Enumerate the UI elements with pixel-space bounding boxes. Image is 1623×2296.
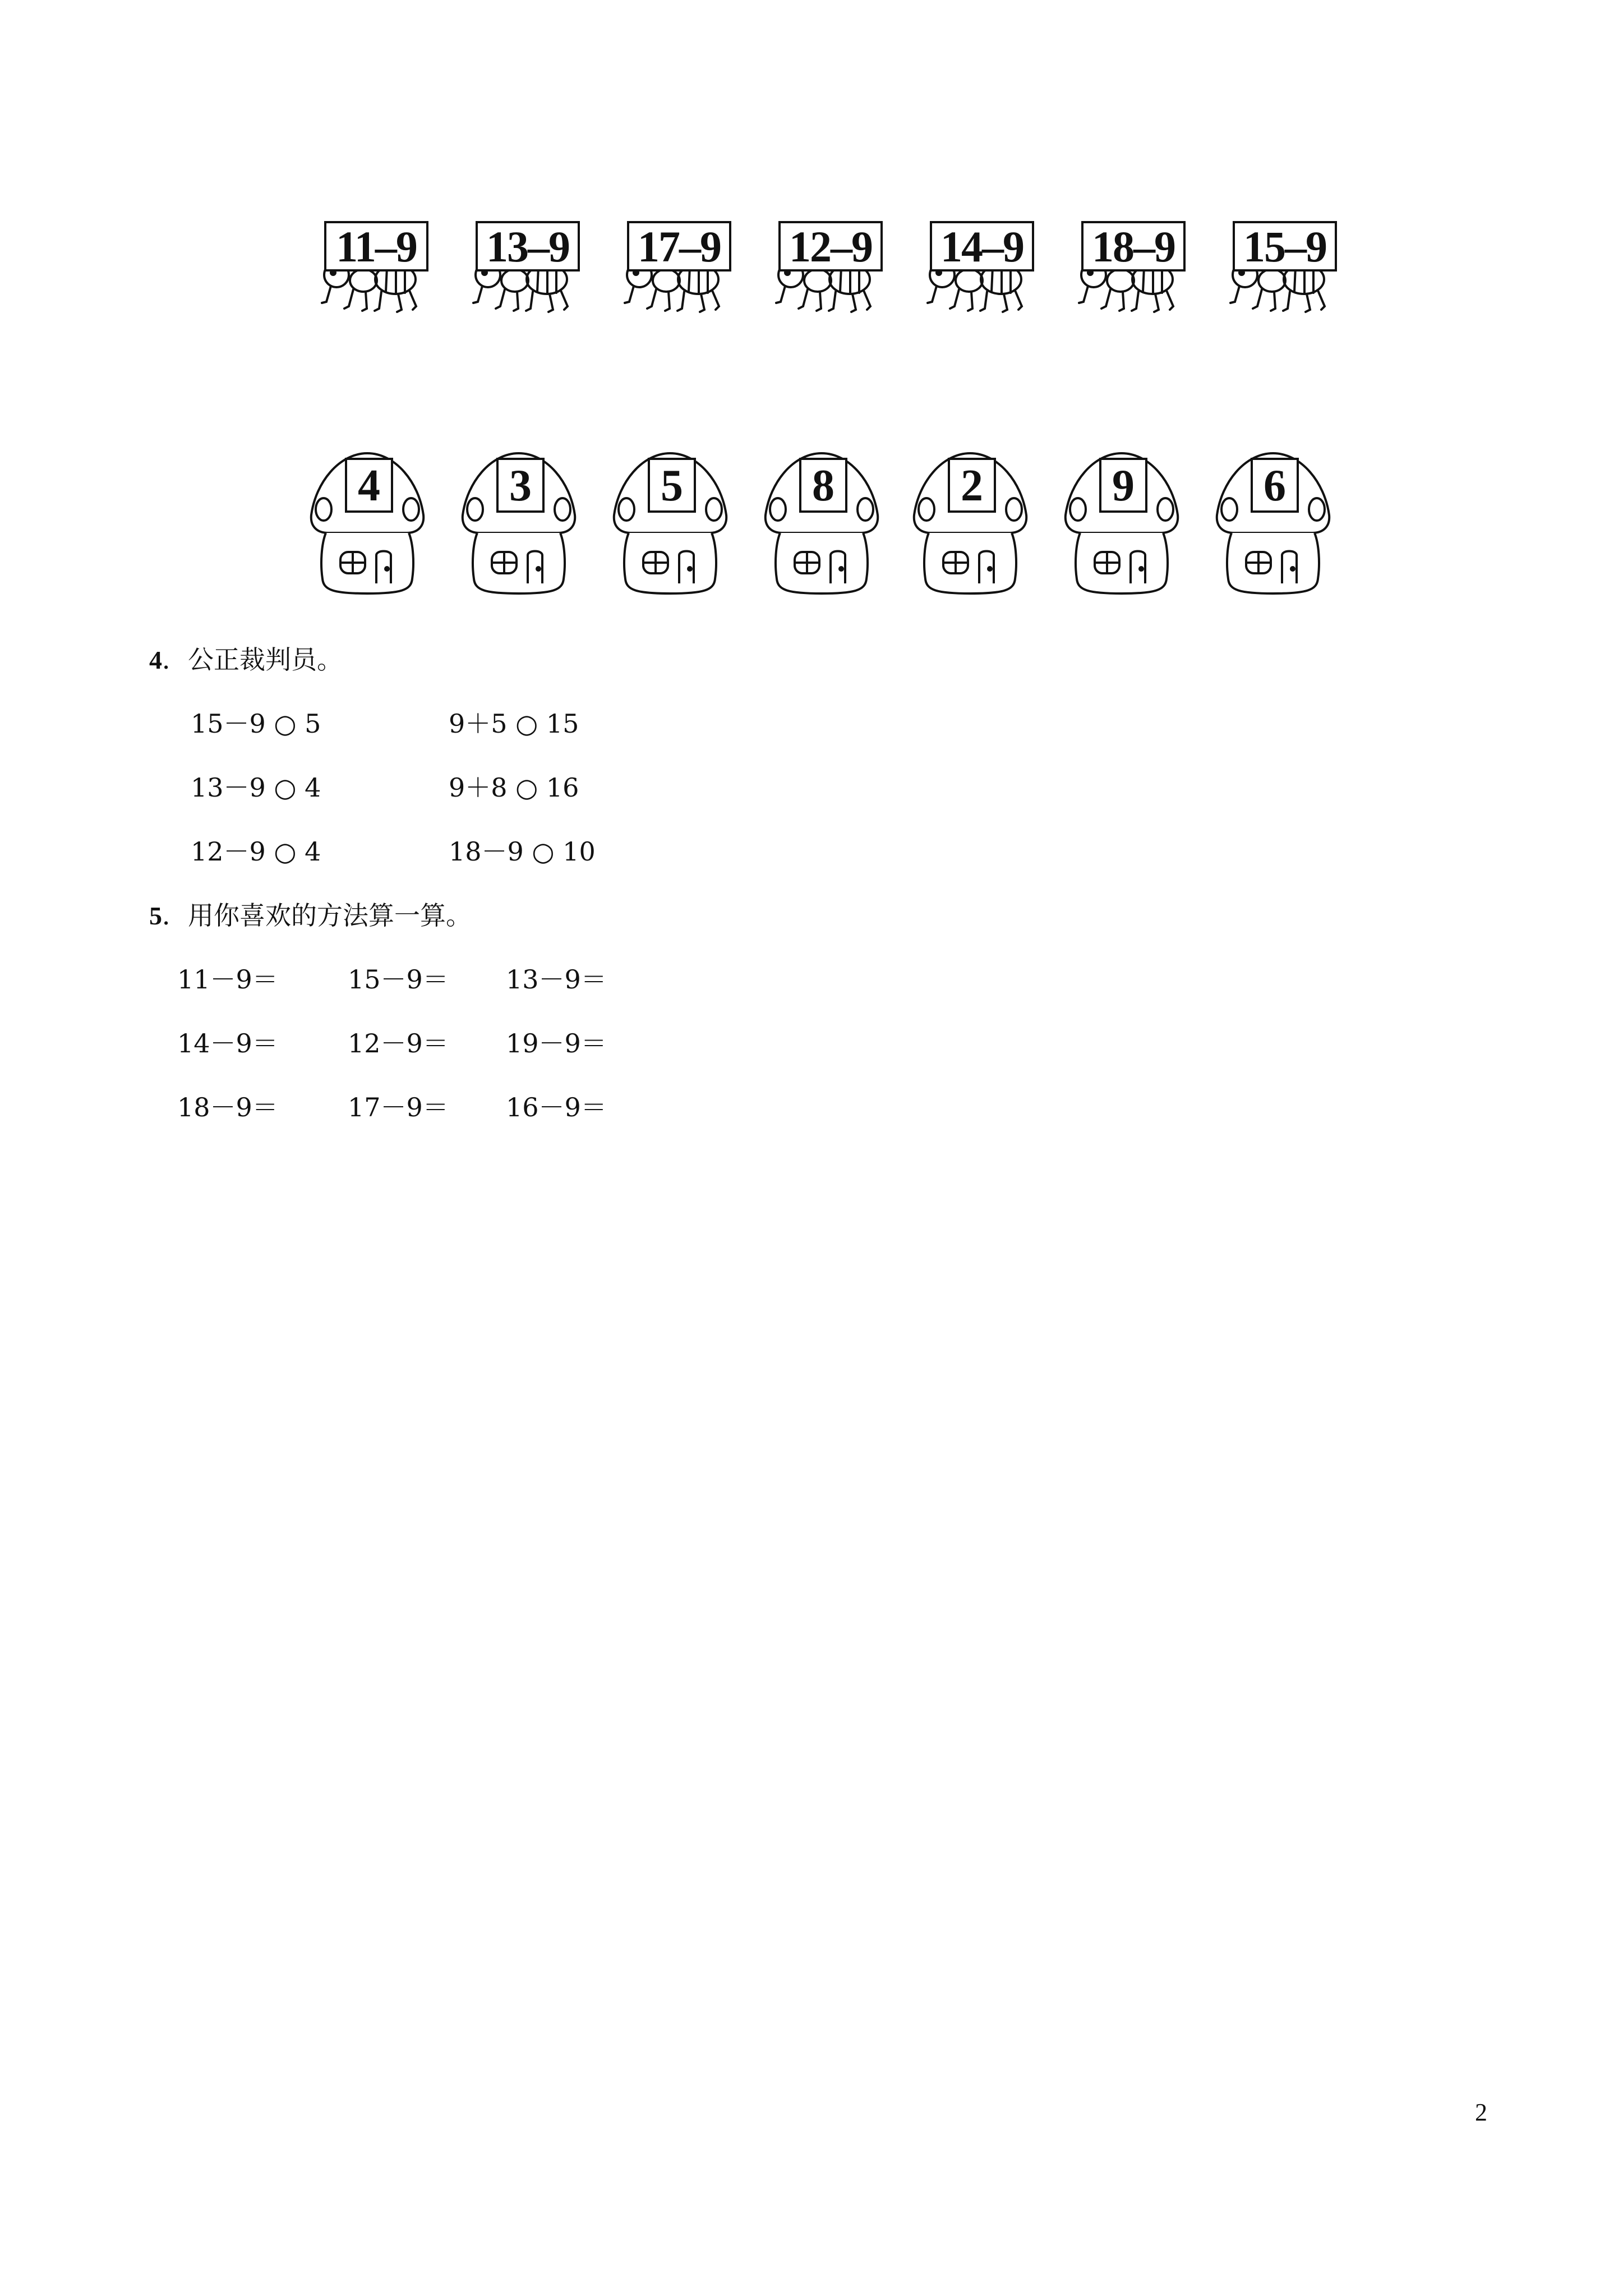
- question-5-heading: [149, 899, 472, 933]
- ant-sign: 18–9: [1081, 221, 1186, 272]
- mushroom-number: 3: [496, 458, 545, 513]
- q4-item: 13－9 ○ 4: [191, 772, 321, 803]
- ant-sign: 14–9: [930, 221, 1034, 272]
- question-5-title: ．用你喜欢的方法算一算。: [162, 900, 472, 931]
- mushroom-number: 6: [1251, 458, 1299, 513]
- q5-item: 17－9＝: [348, 1092, 449, 1122]
- page-number: 2: [1475, 2099, 1487, 2126]
- mushroom-house: [457, 449, 580, 600]
- mushroom-house: [760, 449, 883, 600]
- ant-sign: 12–9: [778, 221, 883, 272]
- q5-item: 19－9＝: [506, 1028, 607, 1059]
- q5-item: 14－9＝: [177, 1028, 278, 1059]
- ant-sign: 11–9: [324, 221, 428, 272]
- ant-sign: 13–9: [476, 221, 580, 272]
- q4-item: 12－9 ○ 4: [191, 836, 321, 867]
- mushroom-number: 4: [345, 458, 393, 513]
- q5-item: 13－9＝: [506, 964, 607, 995]
- q5-item: 18－9＝: [177, 1092, 278, 1122]
- question-4-title: ．公正裁判员。: [162, 645, 343, 675]
- ant-card: [903, 209, 1038, 321]
- mushroom-house: [306, 449, 429, 600]
- ant-card: [751, 209, 886, 321]
- ant-sign: 15–9: [1233, 221, 1337, 272]
- question-4-number: 4: [149, 646, 162, 674]
- mushroom-number: 5: [648, 458, 696, 513]
- ant-card: [1206, 209, 1340, 321]
- mushroom-house: [1060, 449, 1183, 600]
- q5-item: 11－9＝: [177, 964, 278, 995]
- q5-item: 12－9＝: [348, 1028, 449, 1059]
- mushroom-number: 9: [1099, 458, 1147, 513]
- q5-item: 15－9＝: [348, 964, 449, 995]
- q4-item: 15－9 ○ 5: [191, 708, 321, 739]
- mushroom-house: [909, 449, 1032, 600]
- mushroom-house: [608, 449, 732, 600]
- q4-item: 18－9 ○ 10: [449, 836, 596, 867]
- q4-item: 9＋8 ○ 16: [449, 772, 579, 803]
- question-5-number: 5: [149, 901, 162, 930]
- ant-card: [1054, 209, 1189, 321]
- mushroom-number: 2: [948, 458, 996, 513]
- ant-card: [600, 209, 735, 321]
- mushroom-house: [1211, 449, 1335, 600]
- q4-item: 9＋5 ○ 15: [449, 708, 579, 739]
- ant-sign: 17–9: [627, 221, 731, 272]
- ant-card: [297, 209, 432, 321]
- q5-item: 16－9＝: [506, 1092, 607, 1122]
- ant-card: [449, 209, 583, 321]
- mushroom-number: 8: [799, 458, 847, 513]
- question-4-heading: [149, 643, 343, 677]
